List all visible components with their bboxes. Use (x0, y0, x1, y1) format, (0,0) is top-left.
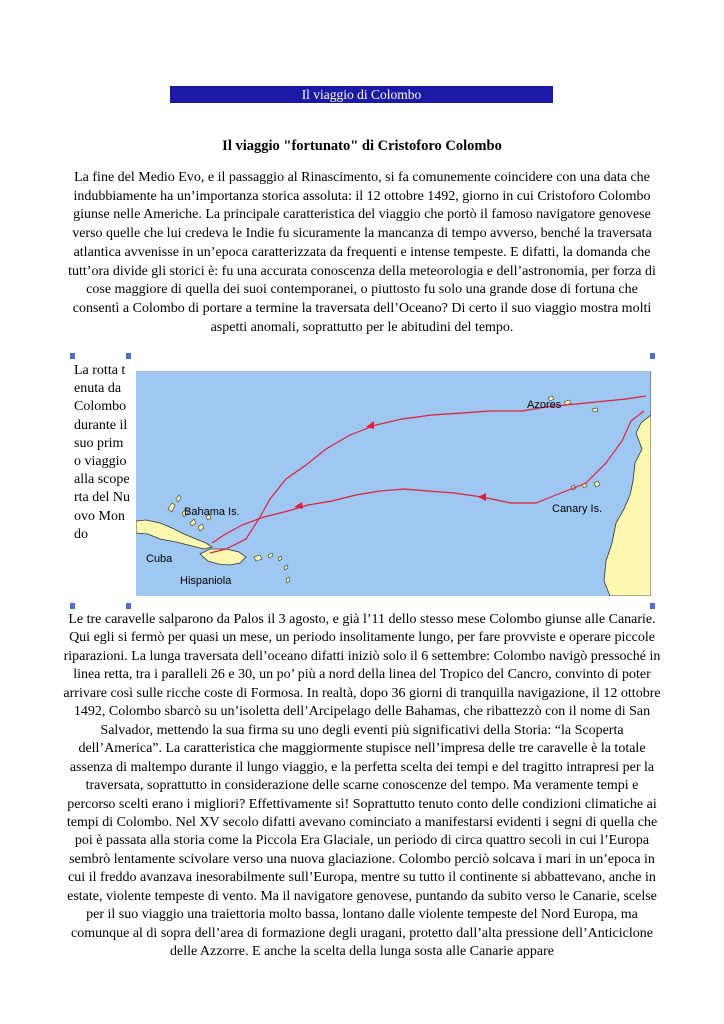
bahamas-label: Bahama Is. (184, 506, 240, 518)
cuba-label: Cuba (146, 553, 173, 565)
map-caption: La rotta tenuta da Colombo durante il suo primo viaggio alla scoperta del Nuovo Mondo (74, 363, 130, 542)
map-figure (68, 353, 658, 611)
route-map-drawing (136, 371, 651, 596)
hispaniola-label: Hispaniola (180, 575, 232, 587)
table-corner-marker-icon (126, 603, 131, 609)
canary-label: Canary Is. (552, 503, 603, 515)
body-paragraph: Le tre caravelle salparono da Palos il 3 agosto, e già l’11 dello stesso mese Colombo giunse alle Canarie. Qui egli si fermò per quasi un mese, un periodo insolitamente lungo, per fare provviste e operare piccole riparazioni. La lunga traversata dell’oceano difatti iniziò solo il 6 settembre: Colombo navigò pressoché in linea retta, tra i paralleli 26 e 30, un po’ più a nord della linea del Tropico del Cancro, convinto di poter arrivare così sulle ricche coste di Formosa. In realtà, dopo 36 giorni di tranquilla navigazione, il 12 ottobre 1492, Colombo sbarcò su un’isoletta dell’Arcipelago delle Bahamas, che ribattezzò con il nome di San Salvador, mettendo la sua firma su uno degli eventi più significativi della Storia: “la Scoperta dell’America”. La caratteristica che maggiormente stupisce nell’impresa delle tre caravelle è la totale assenza di maltempo durante il lungo viaggio, e la perfetta scelta dei tempi e del tragitto intrapresi per la traversata, soprattutto in considerazione delle scarne conoscenze del tempo. Ma veramente tempi e percorso scelti erano i migliori? Effettivamente sì! Soprattutto tenuto conto delle condizioni climatiche ai tempi di Colombo. Nel XV secolo difatti avevano cominciato a manifestarsi evidenti i segni di quella che poi è passata alla storia come la Piccola Era Glaciale, un periodo di circa quattro secoli in cui l’Europa sembrò lentamente scivolare verso una nuova glaciazione. Colombo perciò solcava i mari in un’epoca in cui il freddo avanzava inesorabilmente sull’Europa, mentre su tutto il continente si abbattevano, anche in estate, violente tempeste di vento. Ma il navigatore genovese, puntando da subito verso le Canarie, scelse per il suo viaggio una traiettoria molto bassa, lontano dalle violente tempeste del Nord Europa, ma comunque al di sopra dell’area di formazione degli uragani, protetto dall’alta pressione dell’Anticiclone delle Azzorre. E anche la scelta della lunga sosta alle Canarie appare (63, 612, 661, 960)
table-corner-marker-icon (70, 603, 75, 609)
table-corner-marker-icon (126, 353, 131, 359)
table-corner-marker-icon (650, 603, 655, 609)
table-corner-marker-icon (70, 353, 75, 359)
intro-paragraph: La fine del Medio Evo, e il passaggio al Rinascimento, si fa comunemente coincidere con una data che indubbiamente ha un’importanza storica assoluta: il 12 ottobre 1492, giorno in cui Cristoforo Colombo giunse nelle Americhe. La principale caratteristica del viaggio che portò il famoso navigatore genovese verso quelle che lui credeva le Indie fu sicuramente la mancanza di tempo avverso, benché la traversata atlantica avvenisse in un’epoca caratterizzata da frequenti e intense tempeste. E difatti, la domanda che tutt’ora divide gli storici è: fu una accurata conoscenza della meteorologia e dell’astronomia, per forza di cose maggiore di quella dei suoi contemporanei, o piuttosto fu solo una grande dose di fortuna che consentì a Colombo di portare a termine la traversata dell’Oceano? Di certo il suo viaggio mostra molti aspetti anomali, soprattutto per le abitudini del tempo. (68, 170, 656, 335)
title-banner: Il viaggio di Colombo (170, 86, 553, 103)
table-corner-marker-icon (650, 353, 655, 359)
azores-label: Azores (527, 399, 562, 411)
route-map (136, 371, 651, 596)
article-heading: Il viaggio "fortunato" di Cristoforo Colombo (222, 138, 502, 154)
